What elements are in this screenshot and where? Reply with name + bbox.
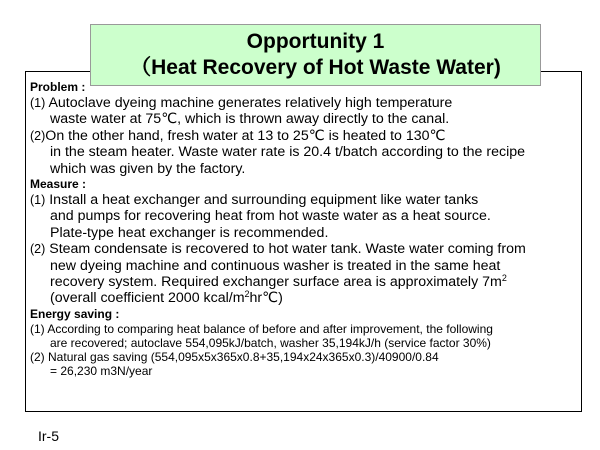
energy-item-1-line1: According to comparing heat balance of before and after improvement, the following <box>47 321 493 336</box>
measure-item-2-line3 <box>30 274 579 290</box>
energy-item-2-num: (2) <box>30 349 45 364</box>
title-box <box>90 24 541 86</box>
energy-item-1-num: (1) <box>30 321 45 336</box>
measure-item-1 <box>30 192 579 241</box>
energy-item-2-line2: = 26,230 m3N/year <box>50 363 153 378</box>
energy-heading: Energy saving : <box>30 306 120 321</box>
problem-item-2-line3: which was given by the factory. <box>50 160 246 177</box>
problem-item-2-num: (2) <box>30 128 46 143</box>
problem-item-1-line2: waste water at 75℃, which is thrown away directly to the canal. <box>50 111 450 128</box>
measure-item-2-line4 <box>30 290 579 306</box>
title-line-1: Opportunity 1 <box>246 30 385 53</box>
title-line-2: （Heat Recovery of Hot Waste Water) <box>130 56 501 79</box>
measure-item-2-line3-text: recovery system. Required exchanger surface area is approximately 7m <box>50 274 502 291</box>
measure-item-2-line4-sup: 2 <box>244 289 250 300</box>
measure-item-1-num: (1) <box>30 193 46 208</box>
measure-item-1-line1: Install a heat exchanger and surrounding equipment like water tanks <box>49 192 479 209</box>
energy-item-1-line2: are recovered; autoclave 554,095kJ/batch, washer 35,194kJ/h (service factor 30%) <box>50 335 491 350</box>
measure-heading: Measure : <box>30 177 87 192</box>
body-text <box>30 80 579 378</box>
measure-item-2-line4-post: hr℃) <box>249 290 283 307</box>
problem-item-2-line1: On the other hand, fresh water at 13 to 25℃ is heated to 130℃ <box>45 127 446 144</box>
energy-item-2 <box>30 350 579 378</box>
problem-item-2 <box>30 128 579 177</box>
energy-item-2-line1: Natural gas saving (554,095x5x365x0.8+35,194x24x365x0.3)/40900/0.84 <box>48 349 439 364</box>
energy-item-1 <box>30 322 579 350</box>
problem-item-1-line1: Autoclave dyeing machine generates relatively high temperature <box>48 95 453 111</box>
measure-item-2-line4-text: (overall coefficient 2000 kcal/m <box>50 290 245 307</box>
measure-item-2-line3-sup: 2 <box>501 273 507 284</box>
problem-item-1-num: (1) <box>30 96 46 110</box>
problem-item-1 <box>30 95 579 128</box>
measure-item-2 <box>30 241 579 307</box>
content-box <box>25 71 582 412</box>
problem-item-2-line2: in the steam heater. Waste water rate is 20.4 t/batch according to the recipe <box>50 144 526 161</box>
measure-item-2-line1: Steam condensate is recovered to hot water tank. Waste water coming from <box>49 241 526 258</box>
measure-item-2-line2: new dyeing machine and continuous washer is treated in the same heat <box>50 257 501 274</box>
measure-item-2-num: (2) <box>30 242 46 257</box>
measure-item-1-line3: Plate-type heat exchanger is recommended. <box>50 224 329 241</box>
problem-heading: Problem : <box>30 80 86 94</box>
measure-item-1-line2: and pumps for recovering heat from hot waste water as a heat source. <box>50 208 491 225</box>
page-label: Ir-5 <box>38 428 59 444</box>
